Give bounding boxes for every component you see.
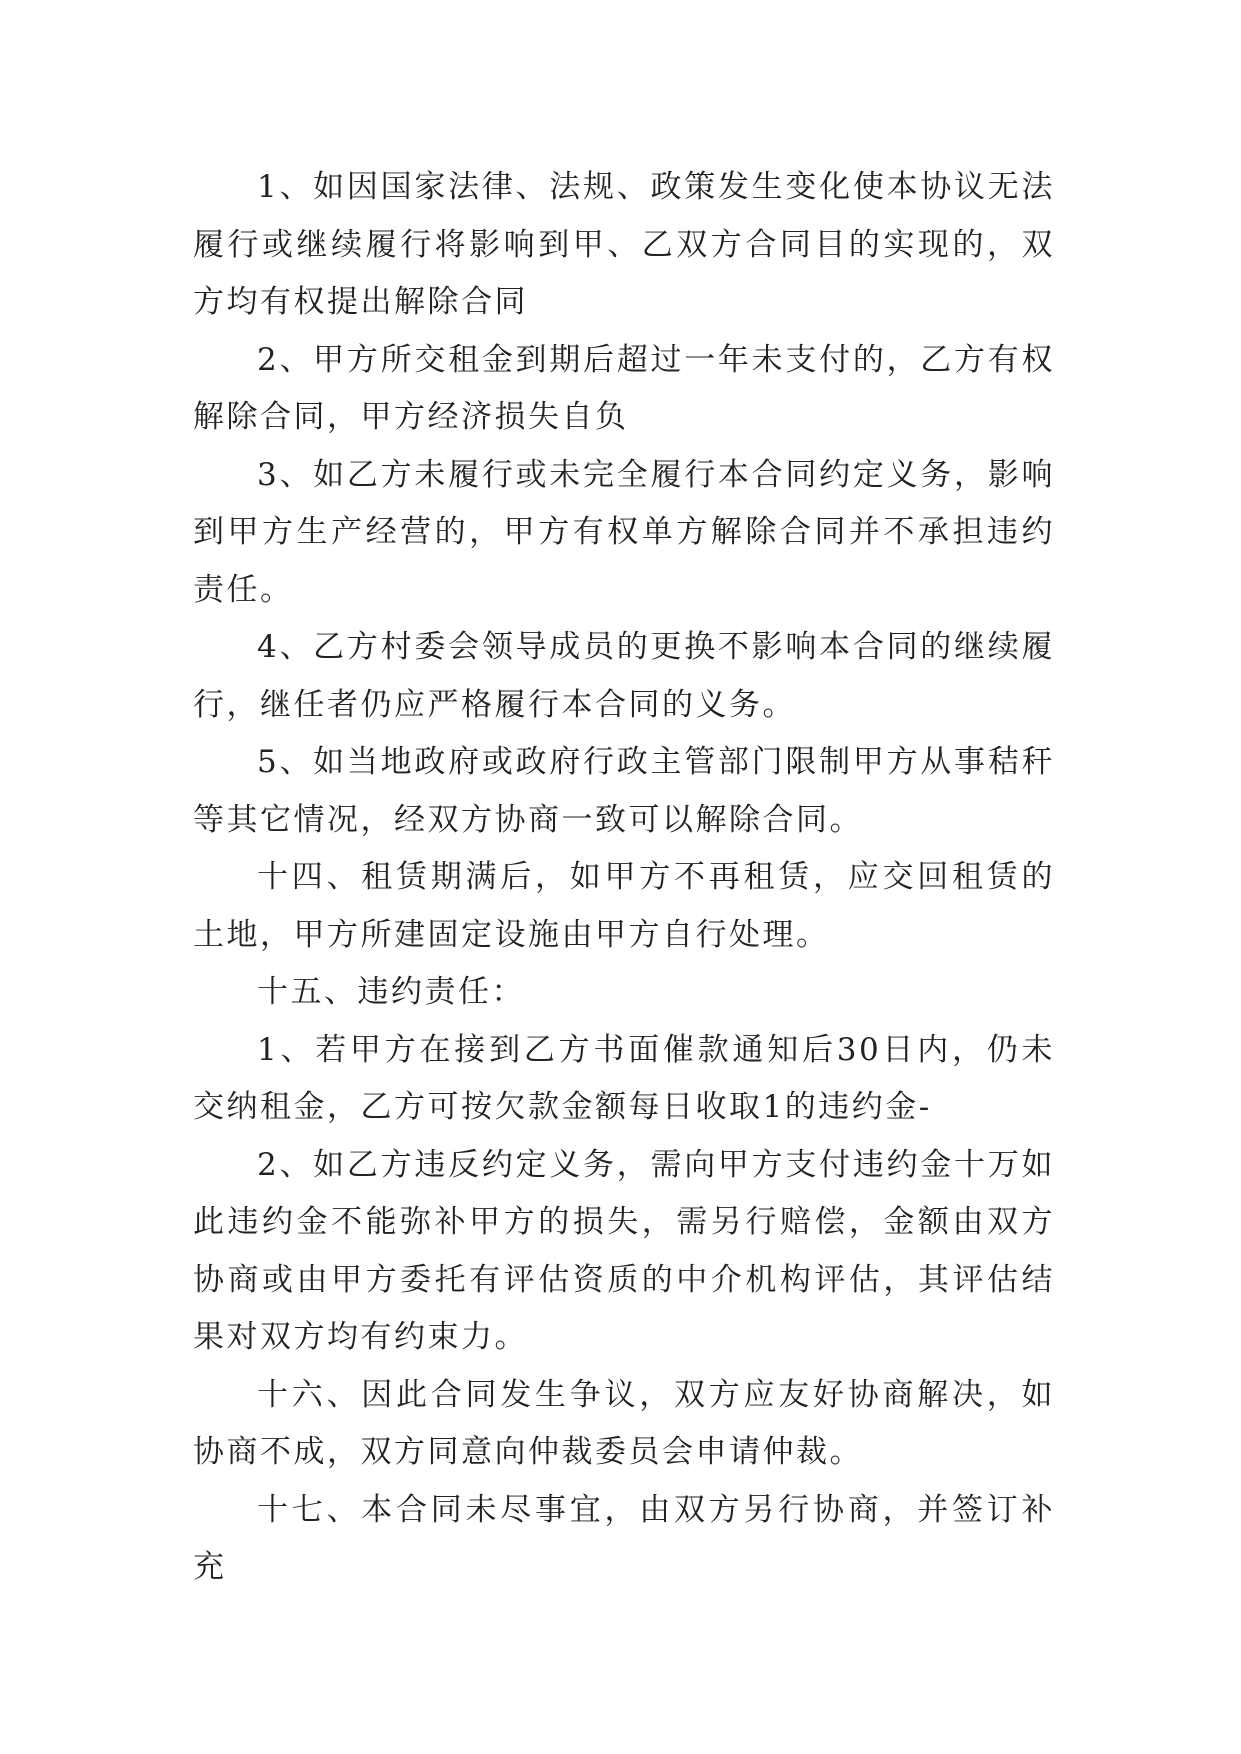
document-body xyxy=(193,159,1055,1597)
paragraph-committee-change: 4、乙方村委会领导成员的更换不影响本合同的继续履行，继任者仍应严格履行本合同的义务。 xyxy=(193,629,1055,723)
paragraph-party-b-penalty: 2、如乙方违反约定义务，需向甲方支付违约金十万如此违约金不能弥补甲方的损失，需另行赔偿，金额由双方协商或由甲方委托有评估资质的中介机构评估，其评估结果对双方均有约束力。 xyxy=(193,1146,1055,1355)
paragraph-late-payment-penalty: 1、若甲方在接到乙方书面催款通知后30日内，仍未交纳租金，乙方可按欠款金额每日收取1的违约金- xyxy=(193,1031,1055,1125)
paragraph-government-restriction: 5、如当地政府或政府行政主管部门限制甲方从事秸秆等其它情况，经双方协商一致可以解除合同。 xyxy=(193,744,1055,838)
paragraph-clause-seventeen: 十七、本合同未尽事宜，由双方另行协商，并签订补充 xyxy=(193,1491,1055,1585)
paragraph-termination-unpaid-rent: 2、甲方所交租金到期后超过一年未支付的，乙方有权解除合同，甲方经济损失自负 xyxy=(193,341,1055,435)
paragraph-clause-fourteen: 十四、租赁期满后，如甲方不再租赁，应交回租赁的土地，甲方所建固定设施由甲方自行处理。 xyxy=(193,859,1055,953)
paragraph-clause-sixteen: 十六、因此合同发生争议，双方应友好协商解决，如协商不成，双方同意向仲裁委员会申请仲裁。 xyxy=(193,1376,1055,1470)
paragraph-termination-law-change: 1、如因国家法律、法规、政策发生变化使本协议无法履行或继续履行将影响到甲、乙双方合同目的实现的，双方均有权提出解除合同 xyxy=(193,169,1055,320)
paragraph-termination-party-b-breach: 3、如乙方未履行或未完全履行本合同约定义务，影响到甲方生产经营的，甲方有权单方解除合同并不承担违约责任。 xyxy=(193,456,1055,608)
paragraph-clause-fifteen-heading: 十五、违约责任： xyxy=(257,974,525,1010)
